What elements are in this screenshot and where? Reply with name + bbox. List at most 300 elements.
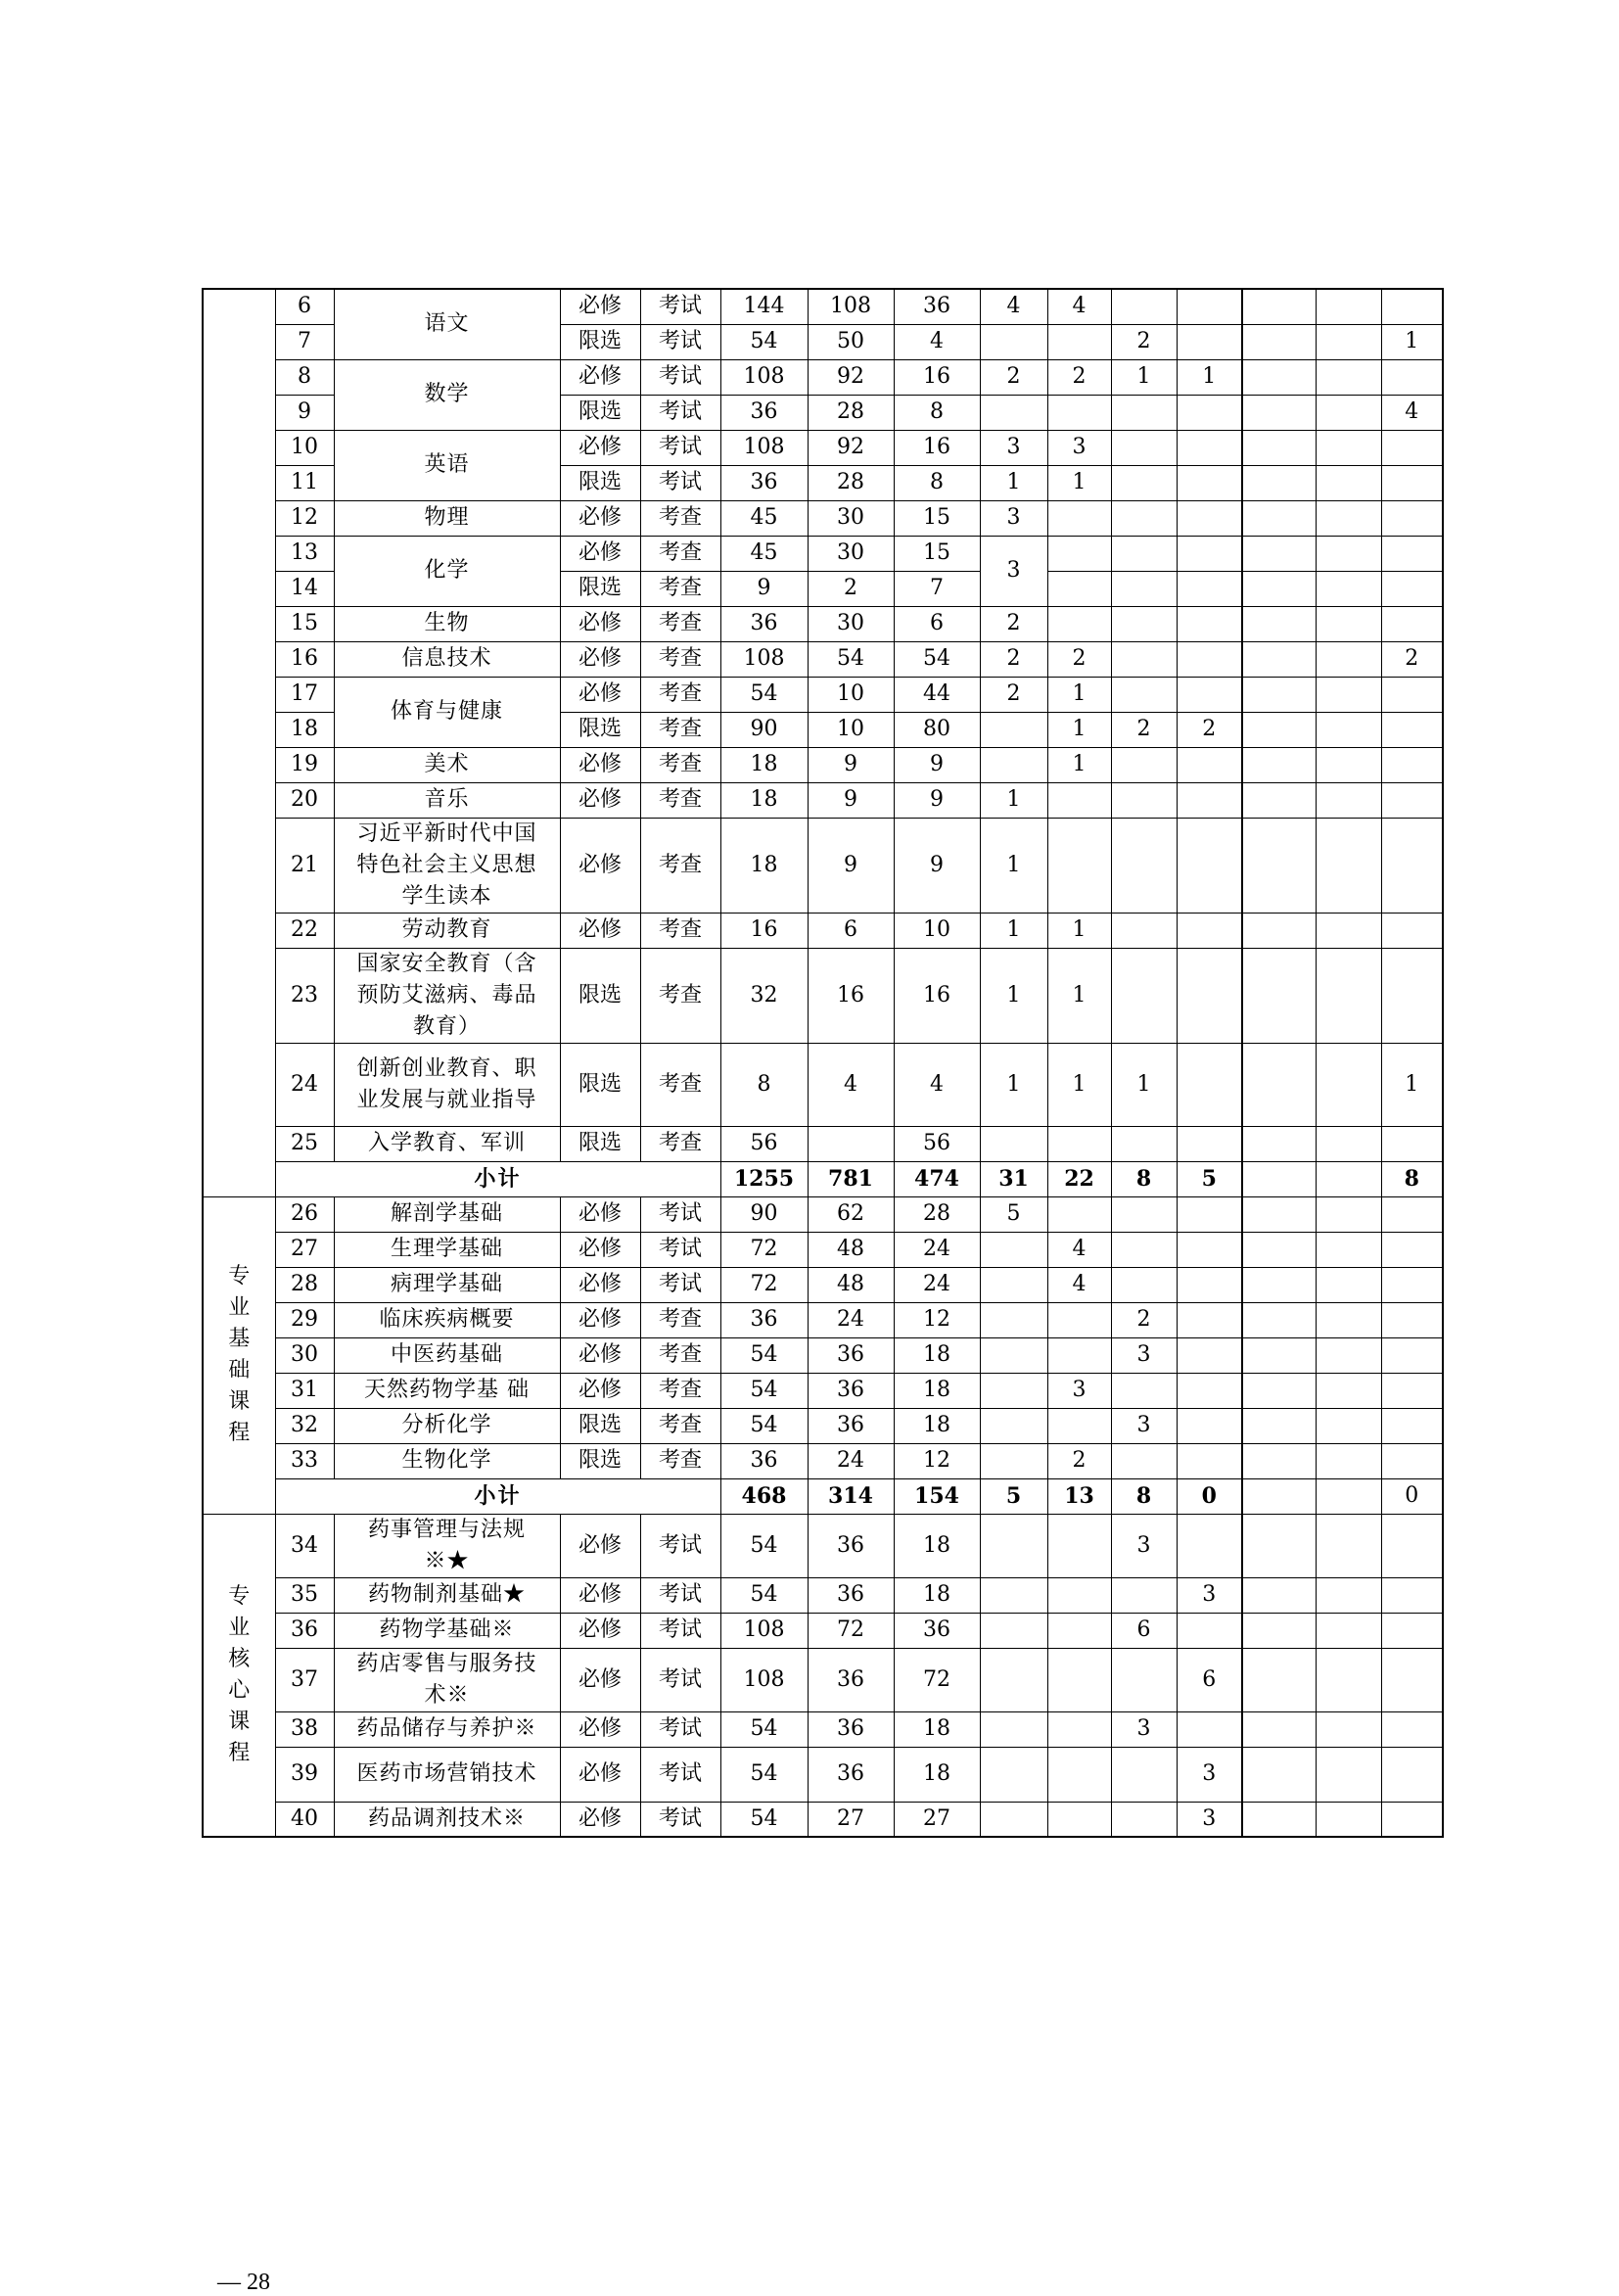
cell-practice: 8 [894,395,980,430]
course-name: 医药市场营销技术 [334,1747,560,1802]
course-type: 限选 [560,1126,640,1161]
course-number: 25 [275,1126,334,1161]
cell-s5 [1242,1232,1316,1267]
course-number: 29 [275,1302,334,1337]
cell-theory: 36 [808,1711,894,1747]
course-type: 限选 [560,712,640,747]
cell-e [1381,818,1443,913]
cell-s4: 6 [1177,1648,1242,1711]
cell-theory: 28 [808,395,894,430]
cell-s1 [980,324,1047,359]
cell-practice: 15 [894,536,980,571]
cell-theory: 36 [808,1648,894,1711]
cell-s4: 1 [1177,359,1242,395]
course-name: 国家安全教育（含预防艾滋病、毒品教育） [334,948,560,1043]
table-row [203,1196,1443,1232]
cell-s5 [1242,1711,1316,1747]
cell-total: 9 [720,571,808,606]
cell-theory: 6 [808,913,894,948]
course-number: 6 [275,289,334,324]
assessment-method: 考试 [640,1613,720,1648]
cell-s6 [1316,606,1381,641]
course-type: 必修 [560,289,640,324]
table-row [203,1043,1443,1126]
cell-s3 [1111,395,1177,430]
cell-s4: 5 [1177,1161,1242,1196]
cell-practice: 36 [894,289,980,324]
cell-s4 [1177,430,1242,465]
cell-s4 [1177,747,1242,782]
cell-total: 36 [720,606,808,641]
cell-total: 54 [720,1337,808,1373]
assessment-method: 考查 [640,1443,720,1478]
table-row [203,818,1443,913]
cell-theory: 9 [808,747,894,782]
cell-s5 [1242,818,1316,913]
cell-e: 8 [1381,1161,1443,1196]
cell-s2 [1047,395,1111,430]
course-number: 28 [275,1267,334,1302]
cell-s6 [1316,536,1381,571]
cell-e [1381,571,1443,606]
cell-practice: 16 [894,948,980,1043]
course-name: 药品调剂技术※ [334,1802,560,1837]
course-plan-table [202,288,1444,1838]
course-name: 信息技术 [334,641,560,677]
cell-s3 [1111,1126,1177,1161]
cell-s2 [1047,606,1111,641]
cell-s5 [1242,677,1316,712]
table-row [203,1408,1443,1443]
cell-s3: 3 [1111,1711,1177,1747]
cell-theory: 36 [808,1337,894,1373]
cell-theory: 4 [808,1043,894,1126]
assessment-method: 考查 [640,1302,720,1337]
cell-e: 2 [1381,641,1443,677]
cell-s6 [1316,782,1381,818]
cell-s1: 2 [980,606,1047,641]
cell-practice: 27 [894,1802,980,1837]
course-name: 生理学基础 [334,1232,560,1267]
assessment-method: 考试 [640,430,720,465]
cell-practice: 56 [894,1126,980,1161]
cell-theory: 30 [808,500,894,536]
course-type: 必修 [560,677,640,712]
cell-s4: 3 [1177,1577,1242,1613]
cell-e [1381,1711,1443,1747]
cell-s1: 2 [980,677,1047,712]
cell-practice: 15 [894,500,980,536]
cell-total: 16 [720,913,808,948]
cell-s2: 13 [1047,1478,1111,1514]
cell-s6 [1316,465,1381,500]
table-row [203,1337,1443,1373]
course-type: 必修 [560,536,640,571]
cell-s5 [1242,1577,1316,1613]
assessment-method: 考试 [640,1196,720,1232]
cell-s6 [1316,324,1381,359]
cell-s5 [1242,913,1316,948]
cell-s5 [1242,289,1316,324]
course-number: 14 [275,571,334,606]
cell-s5 [1242,782,1316,818]
table-row [203,289,1443,324]
cell-s5 [1242,1161,1316,1196]
cell-s2 [1047,324,1111,359]
cell-s6 [1316,1302,1381,1337]
cell-s4 [1177,289,1242,324]
course-type: 必修 [560,1613,640,1648]
cell-s3: 2 [1111,712,1177,747]
assessment-method: 考查 [640,641,720,677]
course-number: 15 [275,606,334,641]
cell-practice: 10 [894,913,980,948]
cell-s2: 3 [1047,430,1111,465]
course-name: 英语 [334,430,560,500]
table-row [203,1648,1443,1711]
course-number: 36 [275,1613,334,1648]
cell-s3 [1111,1267,1177,1302]
cell-theory: 50 [808,324,894,359]
cell-s4 [1177,782,1242,818]
cell-s1: 2 [980,641,1047,677]
assessment-method: 考试 [640,1232,720,1267]
cell-s5 [1242,536,1316,571]
course-number: 35 [275,1577,334,1613]
cell-theory: 314 [808,1478,894,1514]
cell-s5 [1242,1443,1316,1478]
cell-s2 [1047,1126,1111,1161]
cell-practice: 474 [894,1161,980,1196]
cell-s2: 22 [1047,1161,1111,1196]
course-name: 药店零售与服务技术※ [334,1648,560,1711]
cell-s1: 4 [980,289,1047,324]
cell-s4 [1177,1043,1242,1126]
table-row [203,782,1443,818]
assessment-method: 考查 [640,1408,720,1443]
course-type: 必修 [560,818,640,913]
course-type: 必修 [560,747,640,782]
table-row [203,1302,1443,1337]
cell-s4 [1177,1267,1242,1302]
cell-s4: 0 [1177,1478,1242,1514]
cell-theory: 36 [808,1577,894,1613]
cell-e [1381,1648,1443,1711]
assessment-method: 考试 [640,324,720,359]
cell-e: 1 [1381,1043,1443,1126]
cell-practice: 9 [894,747,980,782]
cell-s3: 6 [1111,1613,1177,1648]
cell-s1 [980,1126,1047,1161]
table-row [203,359,1443,395]
cell-total: 36 [720,465,808,500]
cell-s4 [1177,1514,1242,1577]
assessment-method: 考试 [640,289,720,324]
course-type: 限选 [560,1443,640,1478]
cell-s5 [1242,641,1316,677]
cell-e [1381,1408,1443,1443]
course-number: 30 [275,1337,334,1373]
subtotal-label: 小计 [275,1478,720,1514]
cell-s4 [1177,1232,1242,1267]
cell-e [1381,1802,1443,1837]
cell-practice: 18 [894,1337,980,1373]
assessment-method: 考查 [640,782,720,818]
cell-e [1381,948,1443,1043]
subtotal-label: 小计 [275,1161,720,1196]
table-row [203,1373,1443,1408]
course-type: 必修 [560,359,640,395]
cell-s4 [1177,1613,1242,1648]
course-type: 必修 [560,913,640,948]
assessment-method: 考试 [640,1577,720,1613]
cell-s5 [1242,1043,1316,1126]
assessment-method: 考查 [640,913,720,948]
cell-total: 54 [720,1711,808,1747]
course-number: 27 [275,1232,334,1267]
cell-s4 [1177,1126,1242,1161]
cell-s1 [980,1302,1047,1337]
assessment-method: 考查 [640,606,720,641]
course-type: 必修 [560,1648,640,1711]
cell-s2 [1047,1408,1111,1443]
assessment-method: 考查 [640,747,720,782]
cell-s2 [1047,1613,1111,1648]
cell-s3 [1111,1196,1177,1232]
cell-s2: 1 [1047,1043,1111,1126]
assessment-method: 考查 [640,1043,720,1126]
cell-practice: 4 [894,1043,980,1126]
cell-s6 [1316,1747,1381,1802]
cell-s5 [1242,395,1316,430]
cell-s6 [1316,430,1381,465]
cell-s3: 8 [1111,1161,1177,1196]
course-number: 7 [275,324,334,359]
cell-s5 [1242,1196,1316,1232]
cell-theory: 48 [808,1267,894,1302]
cell-s3 [1111,500,1177,536]
cell-s6 [1316,571,1381,606]
cell-s3 [1111,818,1177,913]
cell-s6 [1316,1408,1381,1443]
assessment-method: 考查 [640,712,720,747]
cell-theory: 24 [808,1302,894,1337]
course-number: 22 [275,913,334,948]
cell-s2: 1 [1047,712,1111,747]
category-cell [203,1196,275,1514]
cell-s6 [1316,395,1381,430]
cell-s3 [1111,747,1177,782]
cell-s2: 1 [1047,747,1111,782]
assessment-method: 考查 [640,1373,720,1408]
cell-s5 [1242,1514,1316,1577]
course-type: 必修 [560,1196,640,1232]
cell-e [1381,465,1443,500]
assessment-method: 考查 [640,500,720,536]
cell-s5 [1242,571,1316,606]
cell-theory: 9 [808,818,894,913]
cell-s5 [1242,1613,1316,1648]
cell-s1 [980,1747,1047,1802]
cell-s4: 2 [1177,712,1242,747]
course-type: 必修 [560,430,640,465]
cell-s6 [1316,948,1381,1043]
assessment-method: 考试 [640,1747,720,1802]
course-name: 物理 [334,500,560,536]
cell-s2 [1047,1711,1111,1747]
cell-theory: 36 [808,1747,894,1802]
cell-practice: 44 [894,677,980,712]
course-type: 必修 [560,1373,640,1408]
course-type: 必修 [560,1747,640,1802]
table-row [203,1514,1443,1577]
cell-s4 [1177,948,1242,1043]
cell-s4 [1177,465,1242,500]
cell-practice: 18 [894,1577,980,1613]
cell-s1: 1 [980,782,1047,818]
course-number: 31 [275,1373,334,1408]
table-row [203,606,1443,641]
cell-s4 [1177,1337,1242,1373]
cell-s2: 2 [1047,641,1111,677]
cell-e [1381,1232,1443,1267]
table-row [203,1577,1443,1613]
cell-s6 [1316,1161,1381,1196]
cell-s1 [980,1443,1047,1478]
cell-theory: 781 [808,1161,894,1196]
cell-s3 [1111,571,1177,606]
cell-e [1381,1126,1443,1161]
course-type: 限选 [560,465,640,500]
cell-s6 [1316,1802,1381,1837]
assessment-method: 考查 [640,948,720,1043]
assessment-method: 考试 [640,1267,720,1302]
cell-e [1381,1267,1443,1302]
course-name: 习近平新时代中国特色社会主义思想学生读本 [334,818,560,913]
cell-practice: 16 [894,430,980,465]
cell-s1: 1 [980,948,1047,1043]
cell-e [1381,913,1443,948]
table-row [203,1802,1443,1837]
cell-s2 [1047,500,1111,536]
cell-s4 [1177,324,1242,359]
course-type: 限选 [560,948,640,1043]
cell-s3: 2 [1111,1302,1177,1337]
cell-s3: 1 [1111,1043,1177,1126]
course-name: 体育与健康 [334,677,560,747]
cell-theory: 62 [808,1196,894,1232]
cell-s1 [980,1648,1047,1711]
cell-s6 [1316,1337,1381,1373]
cell-s3 [1111,465,1177,500]
course-type: 必修 [560,782,640,818]
cell-theory: 108 [808,289,894,324]
cell-s6 [1316,818,1381,913]
course-type: 必修 [560,500,640,536]
cell-e [1381,1613,1443,1648]
cell-s3 [1111,536,1177,571]
cell-theory: 30 [808,536,894,571]
cell-total: 108 [720,359,808,395]
assessment-method: 考查 [640,1337,720,1373]
cell-s4 [1177,1196,1242,1232]
cell-s4 [1177,1408,1242,1443]
table-row [203,747,1443,782]
table-row [203,913,1443,948]
cell-practice: 9 [894,782,980,818]
cell-s3 [1111,1373,1177,1408]
course-type: 必修 [560,1267,640,1302]
course-number: 18 [275,712,334,747]
course-name: 病理学基础 [334,1267,560,1302]
cell-s4 [1177,1443,1242,1478]
cell-e [1381,500,1443,536]
cell-s2: 3 [1047,1373,1111,1408]
course-name: 药物制剂基础★ [334,1577,560,1613]
cell-s6 [1316,712,1381,747]
cell-theory: 2 [808,571,894,606]
cell-e [1381,1443,1443,1478]
cell-s6 [1316,1478,1381,1514]
assessment-method: 考试 [640,1514,720,1577]
cell-s6 [1316,1648,1381,1711]
table-row [203,1747,1443,1802]
cell-theory: 48 [808,1232,894,1267]
cell-s6 [1316,1232,1381,1267]
cell-s2 [1047,818,1111,913]
cell-s5 [1242,1747,1316,1802]
category-cell [203,1514,275,1837]
course-number: 9 [275,395,334,430]
cell-practice: 80 [894,712,980,747]
cell-practice: 12 [894,1302,980,1337]
cell-theory: 9 [808,782,894,818]
cell-s1 [980,1613,1047,1648]
course-number: 26 [275,1196,334,1232]
course-number: 12 [275,500,334,536]
cell-s6 [1316,1577,1381,1613]
cell-practice: 18 [894,1747,980,1802]
cell-s1 [980,1514,1047,1577]
cell-practice: 12 [894,1443,980,1478]
cell-s6 [1316,1711,1381,1747]
cell-s5 [1242,465,1316,500]
cell-e [1381,1196,1443,1232]
table-row [203,500,1443,536]
cell-e: 0 [1381,1478,1443,1514]
assessment-method: 考试 [640,1648,720,1711]
cell-practice: 18 [894,1711,980,1747]
table-row [203,430,1443,465]
cell-practice: 4 [894,324,980,359]
cell-s3 [1111,1747,1177,1802]
cell-total: 108 [720,1648,808,1711]
cell-e [1381,1302,1443,1337]
cell-total: 54 [720,1802,808,1837]
cell-s6 [1316,677,1381,712]
cell-s6 [1316,1043,1381,1126]
cell-total: 1255 [720,1161,808,1196]
cell-theory: 36 [808,1408,894,1443]
course-type: 必修 [560,641,640,677]
cell-s3 [1111,913,1177,948]
cell-s3: 3 [1111,1514,1177,1577]
cell-total: 32 [720,948,808,1043]
cell-s2 [1047,1514,1111,1577]
cell-s6 [1316,641,1381,677]
cell-s5 [1242,1126,1316,1161]
cell-s3 [1111,641,1177,677]
